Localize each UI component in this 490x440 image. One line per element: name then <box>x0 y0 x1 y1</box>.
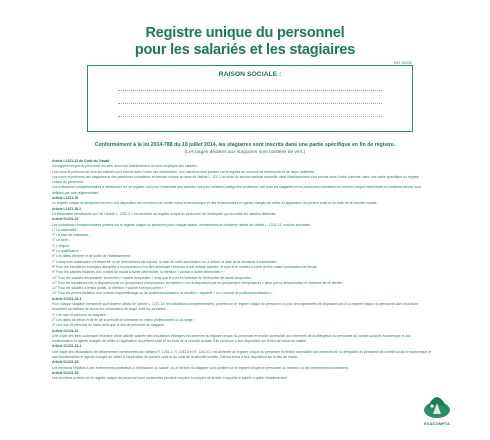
legal-paragraph: 3° Les nom et prénoms du tuteur ainsi que le lieu de présence du stagiaire. <box>52 323 165 328</box>
legal-paragraph: Les mentions relatives à des événements postérieurs à l'embauche du salarié, ou à l'arrivée du stagiaire sont portées sur le registre unique du personnel au moment où ces événements surviennent. <box>52 365 349 370</box>
article-heading: Article L1221-15-1 <box>52 206 82 211</box>
legal-paragraph: unique du personnel. <box>52 180 84 185</box>
legal-paragraph: 2° La date de naissance ; <box>52 233 91 238</box>
legal-paragraph: 10° Pour les salariés temporaires, la mention « salarié temporaire » ainsi que le nom et l'adresse de l'entreprise de travail temporaire ; <box>52 275 253 280</box>
legal-paragraph: document permettant de suivre les conventions de stage, sont les suivantes : <box>52 307 168 312</box>
intro-line-1: Conformément à la loi 2014-788 du 10 juillet 2014, les stagiaires sont inscrits dans une partie spécifique en fin de registre. <box>94 142 396 148</box>
article-heading: Article D1221-24 <box>52 328 79 333</box>
intro-text <box>0 142 490 156</box>
article-heading: Article D1221-26 <box>52 370 79 375</box>
reference-number: Réf. 6620E <box>394 61 412 65</box>
article-heading: Article D1221-24-1 <box>52 344 82 349</box>
legal-paragraph: Les indications complémentaires portées sur le registre unique du personnel pour chaque salarié, mentionnées au troisième alinéa de l'article L. 1221-13, sont les suivantes : <box>52 222 312 227</box>
raison-sociale-label: RAISON SOCIALE : <box>218 71 282 78</box>
article-heading: Article L1221-15 <box>52 196 79 201</box>
legal-paragraph: 9° Pour les salariés titulaires d'un contrat de travail à durée déterminée, la mention « contrat à durée déterminée » ; <box>52 270 226 275</box>
register-title <box>0 25 490 59</box>
legal-paragraph: Les noms et prénoms de tous les salariés sont inscrits dans l'ordre des embauches. Ces mentions sont portées sur le registre au moment de l'embauche et de façon indélébile. <box>52 169 316 174</box>
article-heading: Article D1221-23-1 <box>52 296 82 301</box>
legal-paragraph: 12° Pour les salariés à temps partiel, la mention « salarié à temps partiel » ; <box>52 286 166 291</box>
legal-paragraph: définies par voie réglementaire. <box>52 190 100 195</box>
legal-paragraph: 13° Pour les jeunes titulaires d'un contrat d'apprentissage ou de professionnalisation, la mention « apprenti » ou « contrat de professionnalisation ». <box>52 291 274 296</box>
legal-paragraph: 7° Lorsqu'une autorisation d'embauche ou de licenciement est requise, la date de cette autorisation ou, à défaut, la date de la demande d'autorisation ; <box>52 259 279 264</box>
raison-sociale-line-2[interactable] <box>118 103 382 104</box>
legal-paragraph: Les noms et prénoms des stagiaires et des personnes volontaires en service civique au sens de l'article L. 120-1 du code du service national accueillis dans l'établissement sont inscrits dans l'ordre d'arrivée, dans une partie spécifique du registre <box>52 174 420 179</box>
title-line-2: pour les salariés et les stagiaires <box>134 42 356 58</box>
legal-paragraph: 11° Pour les travailleurs mis à disposition par un groupement d'employeurs, la mention « mis à disposition par un groupement d'employeurs » ainsi que la dénomination et l'adresse de ce dernier ; <box>52 280 345 285</box>
article-heading: Article L1221-13 du Code du Travail <box>52 159 110 163</box>
legal-text-block <box>52 159 442 381</box>
legal-paragraph: 1° Les nom et prénoms du stagiaire ; <box>52 312 108 317</box>
title-line-1: Registre unique du personnel <box>145 25 345 41</box>
legal-paragraph: 3° Le sexe ; <box>52 238 70 243</box>
legal-paragraph: Pour chaque stagiaire mentionné au troisième alinéa de l'article L. 1221-13, les indications complémentaires, portées sur le registre unique du personnel ou pour les organismes ne disposant pas d'un registre unique du personnel dans tout autre <box>52 302 419 307</box>
legal-paragraph: Un registre unique du personnel est tenu dans tout établissement où sont employés des salariés. <box>52 164 198 169</box>
article-heading: Article D1221-23 <box>52 217 79 222</box>
intro-line-2: (Les pages dédiées aux stagiaires sont bordées de vert.) <box>184 150 306 155</box>
raison-sociale-box[interactable] <box>87 65 413 132</box>
raison-sociale-line-1[interactable] <box>118 90 382 91</box>
article-heading: Article D1221-25 <box>52 360 79 365</box>
legal-paragraph: 2° Les dates de début et de fin de la période de formation en milieu professionnel ou du stage ; <box>52 317 195 322</box>
legal-paragraph: 1° La nationalité ; <box>52 227 79 232</box>
legal-paragraph: 8° Pour les travailleurs étrangers assujettis à la possession d'un titre autorisant l'exercice d'une activité salariée, le type et le numéro d'ordre du titre valant autorisation de travail ; <box>52 264 319 269</box>
legal-paragraph: Une copie des déclarations de détachement mentionnées aux articles R. 1263-3, R. 1263-6 et R. 1263-6-1 est annexée au registre unique du personnel et rendue accessible aux membres de la délégation du personnel du comité social et économique et <box>52 349 432 354</box>
legal-paragraph: 6° Les dates d'entrée et de sortie de l'établissement ; <box>52 254 132 259</box>
legal-paragraph: 5° La qualification ; <box>52 249 81 254</box>
legal-paragraph: aux fonctionnaires et agents chargés de veiller à l'application du présent code et du code de la sécurité sociale. Elle est tenue à leur disposition sur le lieu de travail. <box>52 354 298 359</box>
legal-paragraph: Les mentions portées sur le registre unique du personnel sont conservées pendant cinq ans à compter de la date à laquelle le salarié a quitté l'établissement. <box>52 376 289 381</box>
legal-paragraph: Les indications complémentaires à mentionner sur ce registre, soit pour l'ensemble des salariés, soit pour certaines catégories seulement, soit pour les stagiaires et les personnes volontaires en service civique mentionnés au troisième alinéa, sont <box>52 185 421 190</box>
legal-paragraph: 4° L'emploi ; <box>52 243 71 248</box>
exacompta-logo-icon <box>417 392 457 422</box>
legal-paragraph: fonctionnaires et agents chargés de veiller à l'application du présent code et du code de la sécurité sociale. Elle est tenue à leur disposition sur le lieu de travail du salarié. <box>52 339 308 344</box>
raison-sociale-line-3[interactable] <box>118 116 382 117</box>
brand-name: EXACOMPTA <box>424 422 450 426</box>
legal-paragraph: Le registre unique du personnel est tenu à la disposition des membres du comité social et économique et des fonctionnaires et agents chargés de veiller à l'application du présent code et du code de la sécurité sociale. <box>52 201 378 206</box>
legal-paragraph: La déclaration mentionnée au I de l'article L. 1262-2-1 est annexée au registre unique du personnel de l'entreprise qui accueille les salariés détachés. <box>52 211 277 216</box>
legal-paragraph: Une copie des titres autorisant l'exercice d'une activité salariée des travailleurs étrangers est annexée au registre unique du personnel et rendue accessible aux membres de la délégation du personnel du comité social et économique et aux <box>52 333 411 338</box>
